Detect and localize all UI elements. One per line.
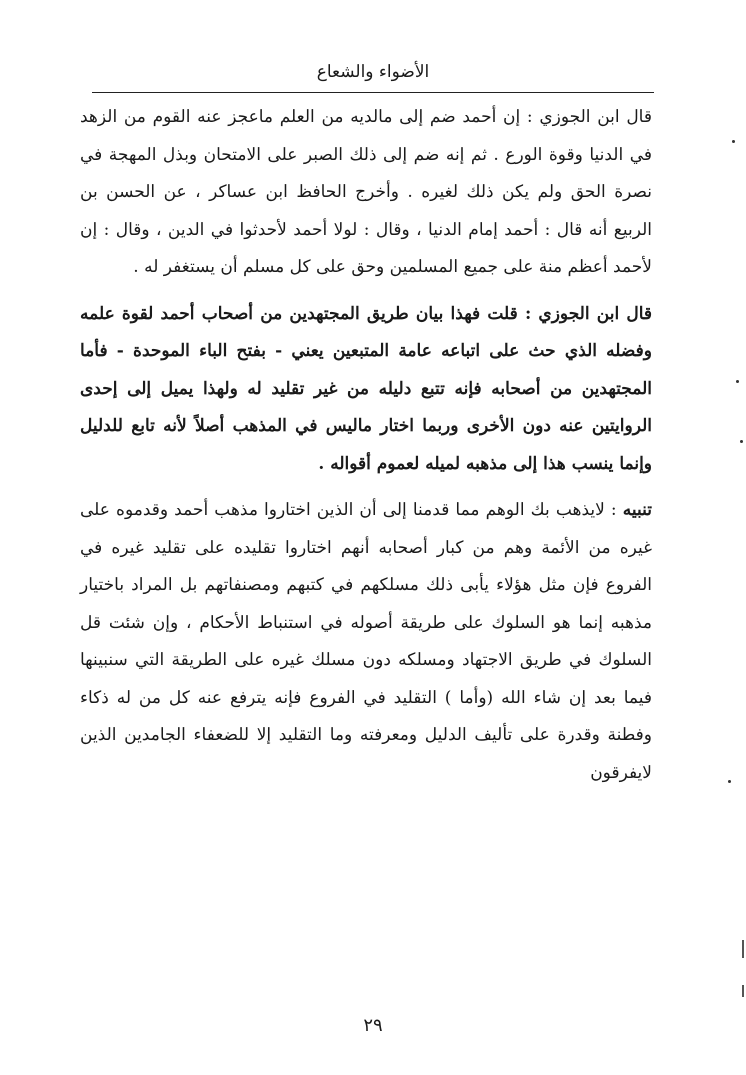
- paragraph-2: قال ابن الجوزي : قلت فهذا بيان طريق المجتهدين من أصحاب أحمد لقوة علمه وفضله الذي حث على اتباعه عامة المتبعين يعني - بفتح الباء الموحدة - فأما المجتهدين من أصحابه فإنه تتبع دليله من غير تقليد له ولهذا يميل إلى إحدى الروايتين عنه دون الأخرى وربما اختار ماليس في المذهب أصلاً لأنه تابع للدليل وإنما ينسب هذا إلى مذهبه لميله لعموم أقواله .: [80, 303, 652, 474]
- scan-speck: [728, 780, 731, 783]
- paragraph-3: [80, 492, 652, 792]
- scan-speck: [740, 440, 743, 443]
- running-header: الأضواء والشعاع: [316, 62, 430, 82]
- scan-speck: [732, 140, 735, 143]
- scan-edge-mark: [742, 940, 744, 958]
- note-lead-word: تنبيه: [622, 500, 652, 520]
- header-rule: [92, 92, 654, 93]
- page-number: ٢٩: [363, 1015, 383, 1036]
- paragraph-1: قال ابن الجوزي : إن أحمد ضم إلى مالديه من العلم ماعجز عنه القوم من الزهد في الدنيا وقوة الورع . ثم إنه ضم إلى ذلك الصبر على الامتحان وبذل المهجة في نصرة الحق ولم يكن ذلك لغيره . وأخرج الحافظ ابن عساكر ، عن الحسن بن الربيع أنه قال : أحمد إمام الدنيا ، وقال : لولا أحمد لأحدثوا في الدين ، وقال : إن لأحمد أعظم منة على جميع المسلمين وحق على كل مسلم أن يستغفر له .: [80, 107, 652, 277]
- body-text: [80, 99, 652, 792]
- scan-speck: [736, 380, 739, 383]
- scan-edge-mark: [742, 985, 744, 997]
- note-body: : لايذهب بك الوهم مما قدمنا إلى أن الذين اختاروا مذهب أحمد وقدموه على غيره من الأئمة وهم من كبار أصحابه أنهم اختاروا تقليده على تقليد غيره في الفروع فإن مثل هؤلاء يأبى ذلك مسلكهم في كتبهم ومصنفاتهم بل المراد باختيار مذهبه إنما هو السلوك على طريقة أصوله في استنباط الأحكام ، وإن شئت قل السلوك في طريق الاجتهاد ومسلكه دون مسلك غيره على الطريقة التي سنبينها فيما بعد إن شاء الله (وأما ) التقليد في الفروع فإنه يترفع عنه كل من له ذكاء وفطنة وقدرة على تأليف الدليل ومعرفته وما التقليد إلا للضعفاء الجامدين الذين لايفرقون: [80, 500, 652, 783]
